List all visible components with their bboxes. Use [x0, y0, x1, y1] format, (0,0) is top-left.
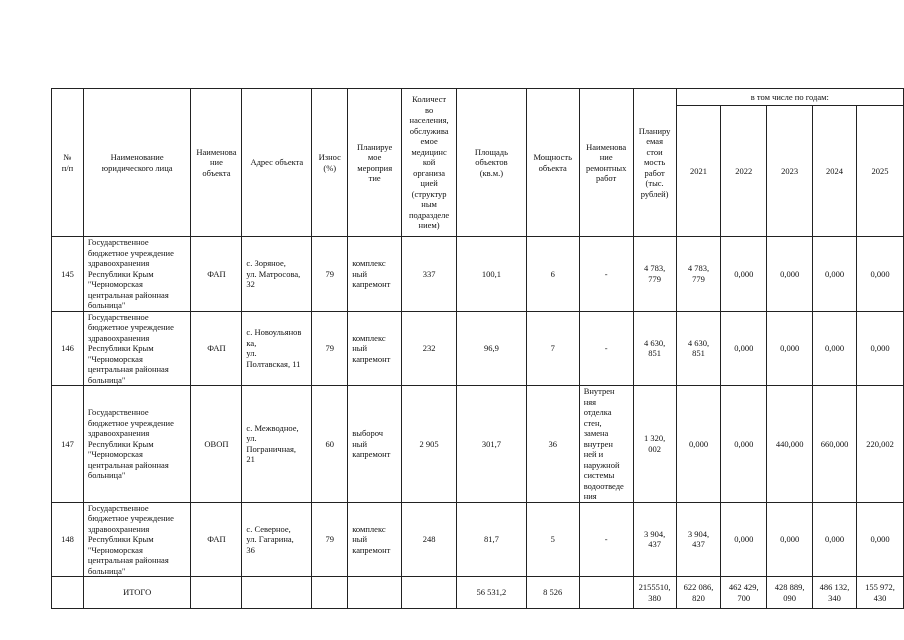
row-area: 301,7 [457, 386, 527, 503]
row-object-name: ФАП [191, 502, 242, 577]
total-year-value: 462 429, 700 [721, 577, 767, 609]
row-year-value: 0,000 [721, 311, 767, 386]
total-label: ИТОГО [83, 577, 191, 609]
header-by-years: в том числе по годам: [676, 89, 903, 106]
row-address: с. Северное, ул. Гагарина, 36 [242, 502, 312, 577]
row-year-value: 0,000 [721, 237, 767, 312]
row-planned-cost: 3 904, 437 [633, 502, 676, 577]
header-object-name: Наименова ние объекта [191, 89, 242, 237]
table-row [52, 386, 904, 503]
row-planned-event: комплекс ный капремонт [348, 502, 402, 577]
row-planned-cost: 1 320, 002 [633, 386, 676, 503]
row-planned-event: комплекс ный капремонт [348, 237, 402, 312]
row-year-value: 0,000 [813, 502, 857, 577]
header-year: 2021 [676, 106, 721, 237]
row-area: 100,1 [457, 237, 527, 312]
row-year-value: 0,000 [857, 237, 904, 312]
row-num: 148 [52, 502, 84, 577]
row-address: с. Межводное, ул. Пограничная, 21 [242, 386, 312, 503]
header-wear: Износ (%) [312, 89, 348, 237]
total-empty-cell [52, 577, 84, 609]
total-capacity: 8 526 [526, 577, 579, 609]
header-year: 2022 [721, 106, 767, 237]
row-year-value: 3 904, 437 [676, 502, 721, 577]
row-repair-name: - [579, 502, 633, 577]
total-empty-cell [348, 577, 402, 609]
header-planned-cost: Планиру емая стои мость работ (тыс. рублей) [633, 89, 676, 237]
header-area: Площадь объектов (кв.м.) [457, 89, 527, 237]
header-capacity: Мощность объекта [526, 89, 579, 237]
row-year-value: 0,000 [767, 502, 813, 577]
row-repair-name: - [579, 311, 633, 386]
row-year-value: 0,000 [857, 502, 904, 577]
row-capacity: 7 [526, 311, 579, 386]
row-year-value: 220,002 [857, 386, 904, 503]
header-row [52, 89, 904, 106]
row-area: 81,7 [457, 502, 527, 577]
row-object-name: ФАП [191, 237, 242, 312]
row-repair-name: Внутрен няя отделка стен, замена внутрен ней и наружной системы водоотведе ния [579, 386, 633, 503]
row-year-value: 0,000 [813, 237, 857, 312]
row-num: 145 [52, 237, 84, 312]
row-population: 337 [402, 237, 457, 312]
row-population: 232 [402, 311, 457, 386]
table-row [52, 311, 904, 386]
row-year-value: 0,000 [676, 386, 721, 503]
header-year: 2025 [857, 106, 904, 237]
row-legal-name: Государственное бюджетное учреждение здравоохранения Республики Крым "Черноморская центральная районная больница" [83, 237, 191, 312]
row-year-value: 0,000 [813, 311, 857, 386]
total-year-value: 486 132, 340 [813, 577, 857, 609]
total-year-value: 622 086, 820 [676, 577, 721, 609]
row-wear: 79 [312, 502, 348, 577]
row-planned-cost: 4 630, 851 [633, 311, 676, 386]
row-num: 147 [52, 386, 84, 503]
header-address: Адрес объекта [242, 89, 312, 237]
row-year-value: 0,000 [721, 502, 767, 577]
total-planned-cost: 2155510, 380 [633, 577, 676, 609]
row-year-value: 0,000 [767, 311, 813, 386]
row-population: 2 905 [402, 386, 457, 503]
row-address: с. Зоряное, ул. Матросова, 32 [242, 237, 312, 312]
header-year: 2023 [767, 106, 813, 237]
row-legal-name: Государственное бюджетное учреждение здравоохранения Республики Крым "Черноморская центральная районная больница" [83, 311, 191, 386]
row-address: с. Новоульянов ка, ул. Полтавская, 11 [242, 311, 312, 386]
program-table [51, 88, 904, 609]
row-wear: 79 [312, 237, 348, 312]
row-planned-event: выбороч ный капремонт [348, 386, 402, 503]
row-object-name: ФАП [191, 311, 242, 386]
row-year-value: 0,000 [767, 237, 813, 312]
header-num: № п/п [52, 89, 84, 237]
row-object-name: ОВОП [191, 386, 242, 503]
table-row [52, 237, 904, 312]
total-empty-cell [312, 577, 348, 609]
row-legal-name: Государственное бюджетное учреждение здравоохранения Республики Крым "Черноморская центральная районная больница" [83, 386, 191, 503]
row-year-value: 660,000 [813, 386, 857, 503]
row-year-value: 4 783, 779 [676, 237, 721, 312]
row-year-value: 4 630, 851 [676, 311, 721, 386]
row-capacity: 5 [526, 502, 579, 577]
row-capacity: 6 [526, 237, 579, 312]
total-empty-cell [191, 577, 242, 609]
total-row [52, 577, 904, 609]
row-num: 146 [52, 311, 84, 386]
total-empty-cell [579, 577, 633, 609]
row-year-value: 0,000 [857, 311, 904, 386]
header-repair-name: Наименова ние ремонтных работ [579, 89, 633, 237]
row-capacity: 36 [526, 386, 579, 503]
total-empty-cell [402, 577, 457, 609]
header-year: 2024 [813, 106, 857, 237]
header-planned-event: Планируе мое мероприя тие [348, 89, 402, 237]
row-population: 248 [402, 502, 457, 577]
row-wear: 79 [312, 311, 348, 386]
table-row [52, 502, 904, 577]
row-planned-cost: 4 783, 779 [633, 237, 676, 312]
row-wear: 60 [312, 386, 348, 503]
row-year-value: 0,000 [721, 386, 767, 503]
total-year-value: 155 972, 430 [857, 577, 904, 609]
row-legal-name: Государственное бюджетное учреждение здравоохранения Республики Крым "Черноморская центральная районная больница" [83, 502, 191, 577]
total-empty-cell [242, 577, 312, 609]
row-year-value: 440,000 [767, 386, 813, 503]
header-population: Количест во населения, обслужива емое медицинс кой организа цией (структур ным подразделе нием) [402, 89, 457, 237]
row-planned-event: комплекс ный капремонт [348, 311, 402, 386]
total-area: 56 531,2 [457, 577, 527, 609]
row-area: 96,9 [457, 311, 527, 386]
total-year-value: 428 889, 090 [767, 577, 813, 609]
row-repair-name: - [579, 237, 633, 312]
header-legal-name: Наименование юридического лица [83, 89, 191, 237]
